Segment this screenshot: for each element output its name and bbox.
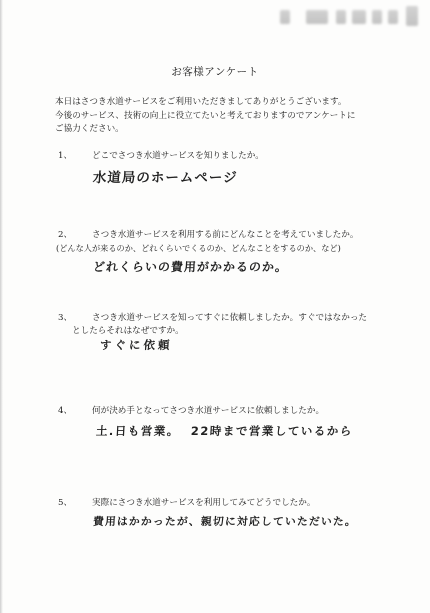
- scan-edge-shadow: [0, 0, 3, 613]
- question-3: [58, 312, 398, 338]
- question-text: さつき水道サービスを知ってすぐに依頼しましたか。すぐではなかった: [92, 313, 368, 323]
- question-number: 5、: [58, 498, 73, 508]
- question-number: 3、: [58, 313, 73, 323]
- intro-line: 本日はさつき水道サービスをご利用いただきましてありがとうございます。: [55, 97, 347, 107]
- question-1: [58, 150, 398, 163]
- intro-line: 今後のサービス、技術の向上に役立てたいと考えておりますのでアンケートに: [55, 110, 356, 121]
- intro-text: [55, 96, 395, 137]
- intro-line: ご協力ください。: [55, 124, 124, 134]
- answer-1: 水道局のホームページ: [92, 170, 239, 186]
- answer-2: どれくらいの費用がかかるのか。: [92, 260, 289, 274]
- page-title: お客様アンケート: [171, 66, 259, 78]
- question-text: 実際にさつき水道サービスを利用してみてどうでしたか。: [92, 498, 316, 508]
- redacted-header-block: [272, 6, 422, 30]
- question-continuation: としたらそれはなぜですか。: [72, 326, 184, 336]
- answer-3: すぐに依頼: [99, 338, 173, 352]
- question-number: 2、: [58, 230, 73, 240]
- answer-4: 土.日も営業。 22時まで営業しているから: [95, 424, 354, 438]
- question-5: [58, 497, 398, 510]
- question-text: さつき水道サービスを利用する前にどんなことを考えていましたか。: [92, 230, 359, 240]
- answer-5: 費用はかかったが、親切に対応していただいた。: [92, 515, 358, 528]
- question-text: 何が決め手となってさつき水道サービスに依頼しましたか。: [92, 406, 325, 416]
- question-note: (どんな人が来るのか、どれくらいでくるのか、どんなことをするのか、など): [56, 243, 341, 253]
- question-text: どこでさつき水道サービスを知りましたか。: [92, 151, 264, 161]
- question-4: [58, 405, 398, 418]
- question-number: 1、: [58, 151, 73, 161]
- question-number: 4、: [58, 406, 73, 416]
- question-2: [58, 229, 398, 255]
